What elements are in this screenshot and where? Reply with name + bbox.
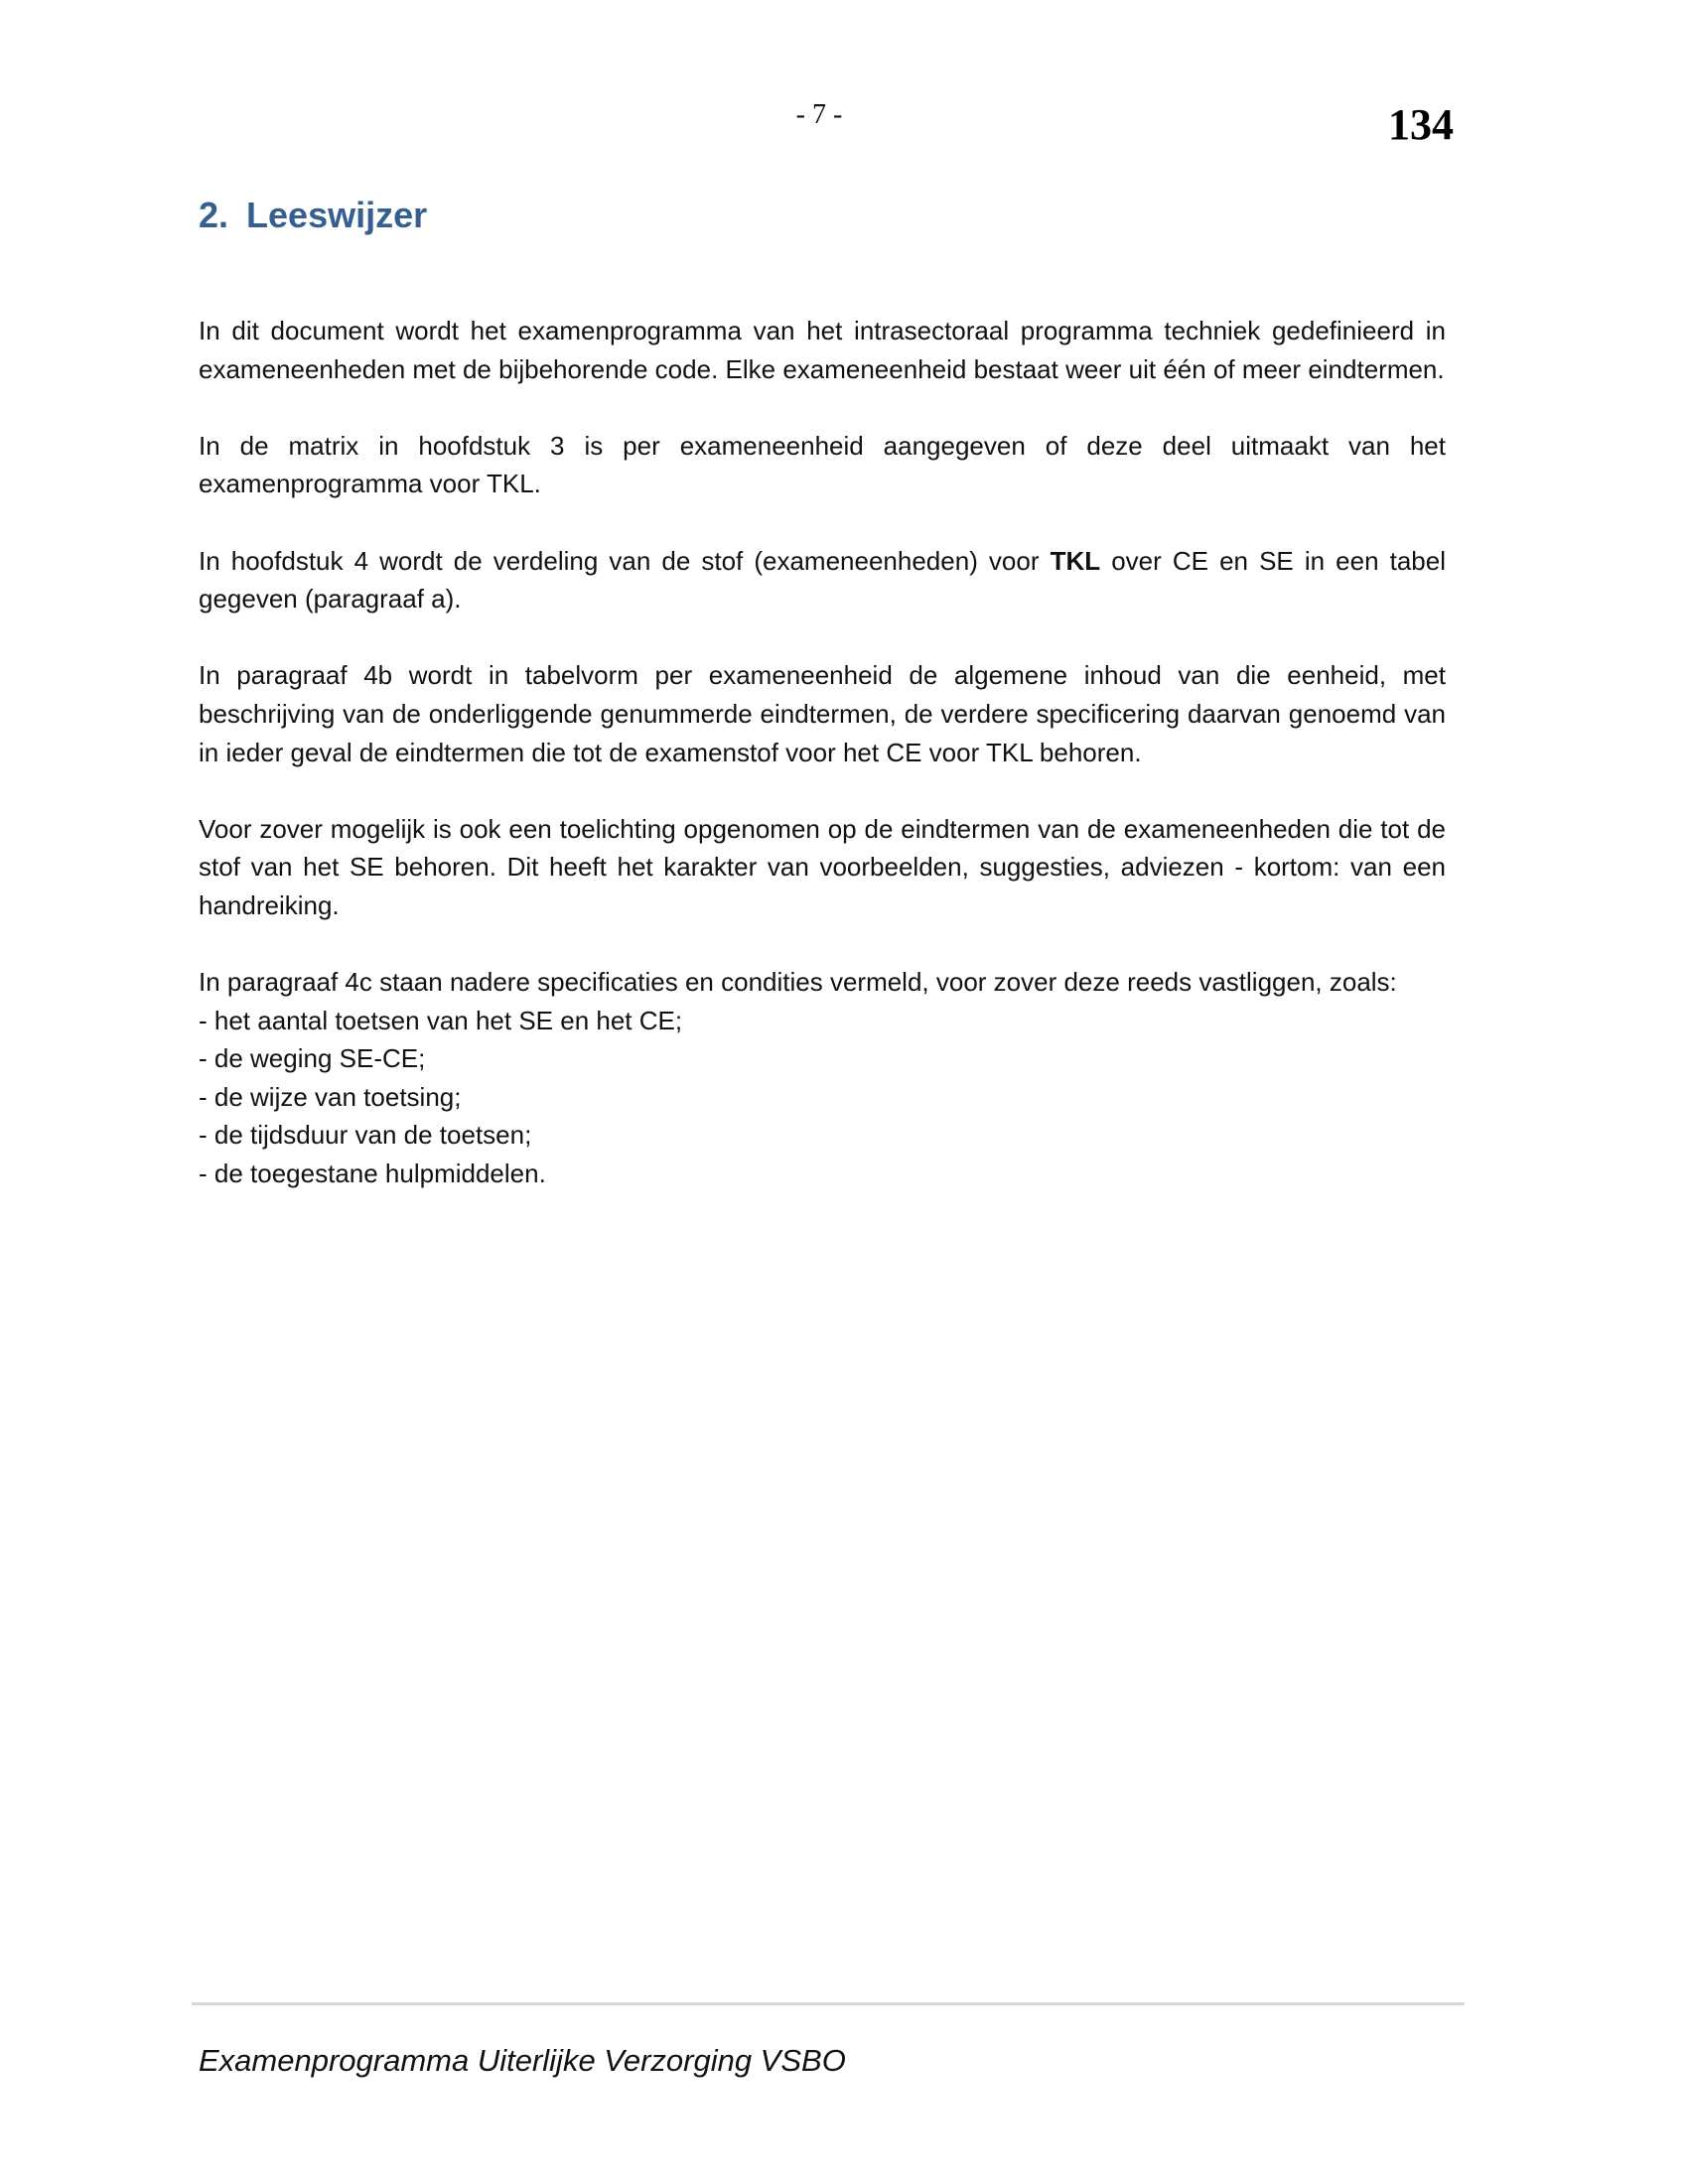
list-item: - de toegestane hulpmiddelen. — [199, 1159, 546, 1189]
footer-title: Examenprogramma Uiterlijke Verzorging VSBO — [199, 2043, 846, 2078]
conditions-list — [199, 1002, 1446, 1193]
paragraph-intro: In dit document wordt het examenprogramma van het intrasectoraal programma techniek gedefinieerd in exameneenheden met de bijbehorende code. Elke exameneenheid bestaat weer uit één of meer eindtermen. — [199, 316, 1446, 384]
section-number: 2. — [199, 195, 229, 235]
document-number: 134 — [1388, 100, 1454, 149]
tkl-emphasis: TKL — [1050, 545, 1101, 576]
footer-divider — [192, 2002, 1465, 2005]
section-title: Leeswijzer — [246, 195, 428, 235]
section-heading — [199, 195, 427, 236]
paragraph-matrix: In de matrix in hoofdstuk 3 is per exameneenheid aangegeven of deze deel uitmaakt van het examenprogramma voor TKL. — [199, 430, 1446, 499]
paragraph-chapter-4 — [199, 542, 1446, 618]
paragraph-chapter-4-after: over CE en SE in een tabel gegeven (paragraaf a). — [199, 545, 1446, 614]
list-item: - het aantal toetsen van het SE en het CE; — [199, 1005, 683, 1035]
paragraph-chapter-4-before: In hoofdstuk 4 wordt de verdeling van de stof (exameneenheden) voor — [199, 545, 1051, 576]
paragraph-4c: In paragraaf 4c staan nadere specificaties en condities vermeld, voor zover deze reeds vastliggen, zoals: — [199, 967, 1397, 998]
page-number: - 7 - — [795, 99, 843, 130]
body-text — [199, 312, 1446, 1193]
paragraph-4b: In paragraaf 4b wordt in tabelvorm per exameneenheid de algemene inhoud van die eenheid, met beschrijving van de onderliggende genummerde eindtermen, de verdere specificering daarvan genoemd van in ieder geval de eindtermen die tot de examenstof voor het CE voor TKL behoren. — [199, 660, 1446, 767]
list-item: - de weging SE-CE; — [199, 1043, 426, 1074]
paragraph-se-explanation: Voor zover mogelijk is ook een toelichting opgenomen op de eindtermen van de exameneenheden die tot de stof van het SE behoren. Dit heeft het karakter van voorbeelden, suggesties, adviezen - kortom: van een handreiking. — [199, 813, 1446, 920]
list-item: - de wijze van toetsing; — [199, 1081, 462, 1112]
list-item: - de tijdsduur van de toetsen; — [199, 1120, 532, 1151]
